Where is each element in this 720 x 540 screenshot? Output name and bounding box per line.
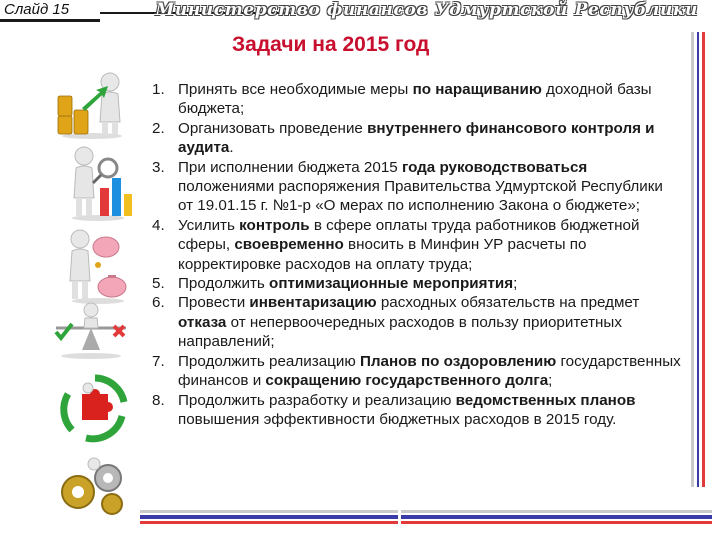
coins-growth-icon: [52, 62, 132, 140]
task-item: [152, 119, 682, 158]
task-number: 1.: [152, 81, 165, 98]
ministry-name: Министерство финансов Удмуртской Республики: [155, 0, 698, 20]
task-item: [152, 274, 682, 293]
task-text: Продолжить разработку и реализацию ведомственных планов повышения эффективности бюджетных расходов в 2015 году.: [178, 391, 636, 428]
task-text: Продолжить реализацию Планов по оздоровлению государственных финансов и сокращению государственного долга;: [178, 352, 681, 390]
task-item: [152, 391, 682, 430]
task-list: [152, 80, 682, 429]
bottom-stripe-gap: [398, 510, 401, 524]
balance-check-cross-icon: [48, 298, 134, 360]
puzzle-cycle-icon: [56, 372, 134, 446]
task-item: [152, 216, 682, 274]
task-number: 5.: [152, 275, 165, 293]
task-number: 6.: [152, 294, 165, 312]
header-divider: [0, 19, 100, 22]
right-stripes: [691, 32, 705, 487]
bottom-stripes: [140, 510, 712, 524]
task-item: [152, 80, 682, 119]
task-text: Провести инвентаризацию расходных обязательств на предмет отказа от непервоочередных расходов в пользу приоритетных направлений;: [178, 294, 640, 351]
task-item: [152, 158, 682, 216]
task-item: [152, 293, 682, 351]
task-number: 7.: [152, 352, 165, 370]
task-number: 8.: [152, 391, 165, 409]
piggy-bank-icon: [62, 225, 134, 305]
task-number: 3.: [152, 158, 165, 176]
task-text: Организовать проведение внутреннего финансового контроля и аудита.: [178, 119, 655, 157]
gears-icon: [56, 452, 134, 520]
task-number: 2.: [152, 119, 165, 137]
task-item: [152, 352, 682, 391]
magnifier-charts-icon: [62, 142, 134, 222]
slide-number-label: Слайд 15: [4, 1, 70, 18]
slide-title: Задачи на 2015 год: [232, 33, 430, 56]
task-number: 4.: [152, 216, 165, 234]
task-text: Продолжить оптимизационные мероприятия;: [178, 275, 518, 293]
task-text: Принять все необходимые меры по наращиванию доходной базы бюджета;: [178, 81, 652, 118]
task-text: Усилить контроль в сфере оплаты труда работников бюджетной сферы, своевременно вносить в Минфин УР расчеты по корректировке расходов на оплату труда;: [178, 216, 640, 273]
task-text: При исполнении бюджета 2015 года руководствоваться положениями распоряжения Правительства Удмуртской Республики от 19.01.15 г. №1-р «О мерах по исполнению Закона о бюджете»;: [178, 158, 663, 215]
